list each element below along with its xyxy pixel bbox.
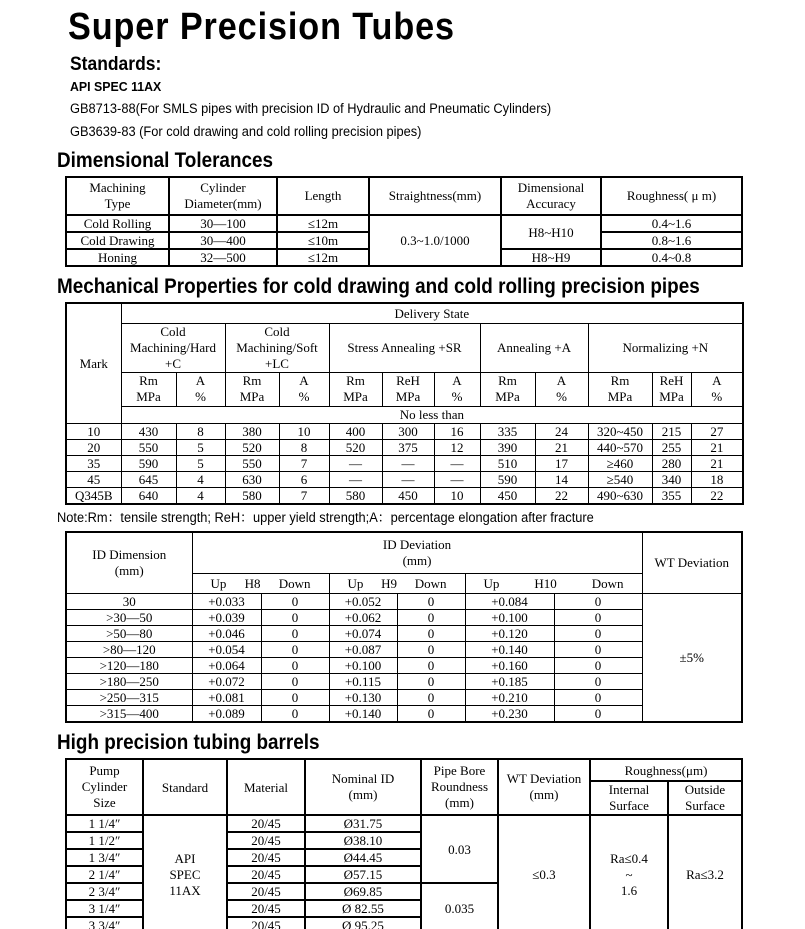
dimensional-tolerances-table <box>65 176 743 267</box>
cell: 10 <box>434 487 480 504</box>
cell: 590 <box>480 471 535 487</box>
cell: +0.084 <box>465 594 554 610</box>
cell-pump-size: 2 3/4″ <box>66 883 143 900</box>
table-row <box>66 455 743 471</box>
cell-id-dimension: 30 <box>66 594 192 610</box>
cell: 17 <box>535 455 588 471</box>
cell: 390 <box>480 439 535 455</box>
header-reh: ReH MPa <box>382 372 434 406</box>
cell: 0 <box>397 674 465 690</box>
cell: +0.230 <box>465 706 554 723</box>
table-row <box>66 626 742 642</box>
cell: 355 <box>652 487 691 504</box>
header-wt-deviation: WT Deviation (mm) <box>498 759 590 815</box>
header-reh: ReH MPa <box>652 372 691 406</box>
header-internal-surface: Internal Surface <box>590 781 668 815</box>
header-rm: Rm MPa <box>121 372 176 406</box>
cell: 30—100 <box>169 215 277 232</box>
tubing-barrels-table <box>65 758 743 929</box>
cell: 590 <box>121 455 176 471</box>
table-row <box>66 815 742 832</box>
cell: 0.4~1.6 <box>601 215 742 232</box>
cell-id-dimension: >315—400 <box>66 706 192 723</box>
header-a: A % <box>434 372 480 406</box>
cell-standard: API SPEC 11AX <box>143 815 227 929</box>
mechanical-properties-note: Note:Rm：tensile strength; ReH：upper yield strength;A：percentage elongation after fracture <box>57 509 594 525</box>
cell: 21 <box>691 439 743 455</box>
table-row <box>66 706 742 723</box>
cell: 430 <box>121 423 176 439</box>
cell-pump-size: 1 1/2″ <box>66 832 143 849</box>
cell: 0 <box>554 626 642 642</box>
cell: 0 <box>261 674 329 690</box>
header-wt-deviation: WT Deviation <box>642 532 742 594</box>
cell-nominal-id: Ø31.75 <box>305 815 421 832</box>
standard-api: API SPEC 11AX <box>70 79 162 94</box>
cell: 0 <box>261 626 329 642</box>
cell: 0 <box>554 674 642 690</box>
cell-pump-size: 3 1/4″ <box>66 900 143 917</box>
cell-pump-size: 2 1/4″ <box>66 866 143 883</box>
header-normalizing: Normalizing +N <box>588 323 743 372</box>
header-straightness: Straightness(mm) <box>369 177 501 215</box>
header-a: A % <box>176 372 225 406</box>
header-h9-group: Up H9 Down <box>329 574 465 594</box>
table-header-row <box>66 406 743 423</box>
cell: +0.120 <box>465 626 554 642</box>
cell-mark: Q345B <box>66 487 121 504</box>
cell: 0 <box>397 610 465 626</box>
cell: +0.072 <box>192 674 261 690</box>
header-h8-group: Up H8 Down <box>192 574 329 594</box>
header-pipe-bore-roundness: Pipe Bore Roundness (mm) <box>421 759 498 815</box>
cell-pump-size: 1 3/4″ <box>66 849 143 866</box>
cell-mark: 35 <box>66 455 121 471</box>
cell-id-dimension: >80—120 <box>66 642 192 658</box>
header-rm: Rm MPa <box>588 372 652 406</box>
table-header-row <box>66 303 743 323</box>
section-heading-tubing-barrels: High precision tubing barrels <box>57 731 320 754</box>
cell: 12 <box>434 439 480 455</box>
mechanical-properties-table <box>65 302 744 505</box>
cell-nominal-id: Ø 82.55 <box>305 900 421 917</box>
header-a: A % <box>691 372 743 406</box>
table-header-row <box>66 759 742 781</box>
cell: +0.089 <box>192 706 261 723</box>
cell-wt-deviation: ≤0.3 <box>498 815 590 929</box>
cell: 490~630 <box>588 487 652 504</box>
cell-material: 20/45 <box>227 883 305 900</box>
cell: 0 <box>554 594 642 610</box>
table-row <box>66 487 743 504</box>
header-cold-machining-soft: Cold Machining/Soft +LC <box>225 323 329 372</box>
cell: Cold Rolling <box>66 215 169 232</box>
cell-nominal-id: Ø69.85 <box>305 883 421 900</box>
cell: 255 <box>652 439 691 455</box>
cell: 215 <box>652 423 691 439</box>
cell: +0.140 <box>465 642 554 658</box>
cell-pump-size: 1 1/4″ <box>66 815 143 832</box>
cell: 5 <box>176 439 225 455</box>
cell: 8 <box>176 423 225 439</box>
cell: 520 <box>225 439 279 455</box>
section-heading-mechanical-properties: Mechanical Properties for cold drawing and cold rolling precision pipes <box>57 275 700 298</box>
cell: 300 <box>382 423 434 439</box>
cell: 32—500 <box>169 249 277 266</box>
cell-nominal-id: Ø44.45 <box>305 849 421 866</box>
cell: +0.039 <box>192 610 261 626</box>
cell: 0 <box>397 706 465 723</box>
cell-roundness: 0.035 <box>421 883 498 929</box>
cell: +0.140 <box>329 706 397 723</box>
cell: ≤12m <box>277 249 369 266</box>
cell: 8 <box>279 439 329 455</box>
header-delivery-state: Delivery State <box>121 303 743 323</box>
cell: 21 <box>691 455 743 471</box>
cell: 0 <box>397 626 465 642</box>
cell: 335 <box>480 423 535 439</box>
cell: 10 <box>279 423 329 439</box>
header-rm: Rm MPa <box>480 372 535 406</box>
cell: 0 <box>554 690 642 706</box>
cell-id-dimension: >30—50 <box>66 610 192 626</box>
cell-material: 20/45 <box>227 900 305 917</box>
cell: 4 <box>176 487 225 504</box>
cell: 580 <box>329 487 382 504</box>
cell-id-dimension: >180—250 <box>66 674 192 690</box>
header-pump-cylinder-size: Pump Cylinder Size <box>66 759 143 815</box>
cell-wt-deviation: ±5% <box>642 594 742 723</box>
page-title: Super Precision Tubes <box>68 6 455 48</box>
cell-material: 20/45 <box>227 849 305 866</box>
cell: Cold Drawing <box>66 232 169 249</box>
header-cylinder-diameter: Cylinder Diameter(mm) <box>169 177 277 215</box>
standards-heading: Standards: <box>70 54 162 75</box>
cell: +0.046 <box>192 626 261 642</box>
cell: 0 <box>261 610 329 626</box>
cell-material: 20/45 <box>227 866 305 883</box>
header-outside-surface: Outside Surface <box>668 781 742 815</box>
table-row <box>66 690 742 706</box>
cell: — <box>434 471 480 487</box>
cell: — <box>329 471 382 487</box>
cell: 0 <box>554 610 642 626</box>
cell: 0 <box>554 706 642 723</box>
cell: +0.054 <box>192 642 261 658</box>
cell: 0 <box>554 658 642 674</box>
cell-roundness: 0.03 <box>421 815 498 883</box>
cell: — <box>434 455 480 471</box>
cell: 450 <box>382 487 434 504</box>
cell: 580 <box>225 487 279 504</box>
cell: 520 <box>329 439 382 455</box>
header-annealing: Annealing +A <box>480 323 588 372</box>
cell: 0 <box>397 594 465 610</box>
cell: — <box>382 471 434 487</box>
cell-pump-size: 3 3/4″ <box>66 917 143 929</box>
cell: 400 <box>329 423 382 439</box>
cell: 18 <box>691 471 743 487</box>
cell: 0.4~0.8 <box>601 249 742 266</box>
table-row <box>66 471 743 487</box>
id-deviation-table <box>65 531 743 724</box>
cell-nominal-id: Ø 95.25 <box>305 917 421 929</box>
table-row <box>66 674 742 690</box>
cell-id-dimension: >250—315 <box>66 690 192 706</box>
cell: +0.210 <box>465 690 554 706</box>
header-dimensional-accuracy: Dimensional Accuracy <box>501 177 601 215</box>
table-header-row <box>66 532 742 574</box>
cell: +0.100 <box>465 610 554 626</box>
section-heading-dimensional-tolerances: Dimensional Tolerances <box>57 149 274 172</box>
cell: 0 <box>261 706 329 723</box>
cell-mark: 45 <box>66 471 121 487</box>
cell-outside-surface: Ra≤3.2 <box>668 815 742 929</box>
cell: ≥540 <box>588 471 652 487</box>
cell: 510 <box>480 455 535 471</box>
cell: +0.100 <box>329 658 397 674</box>
cell: +0.087 <box>329 642 397 658</box>
table-row <box>66 423 743 439</box>
header-cold-machining-hard: Cold Machining/Hard +C <box>121 323 225 372</box>
table-header-row <box>66 177 742 215</box>
standard-gb3639: GB3639-83 (For cold drawing and cold rolling precision pipes) <box>70 124 422 139</box>
cell: +0.033 <box>192 594 261 610</box>
cell: +0.052 <box>329 594 397 610</box>
cell-straightness: 0.3~1.0/1000 <box>369 215 501 266</box>
table-row <box>66 642 742 658</box>
cell-material: 20/45 <box>227 815 305 832</box>
header-stress-annealing: Stress Annealing +SR <box>329 323 480 372</box>
cell: 640 <box>121 487 176 504</box>
table-row <box>66 658 742 674</box>
cell: 450 <box>480 487 535 504</box>
cell: 0 <box>261 594 329 610</box>
cell: 630 <box>225 471 279 487</box>
cell: ≤12m <box>277 215 369 232</box>
cell: 550 <box>225 455 279 471</box>
header-machining-type: Machining Type <box>66 177 169 215</box>
table-row <box>66 215 742 232</box>
header-length: Length <box>277 177 369 215</box>
cell: 0 <box>397 658 465 674</box>
cell: 7 <box>279 455 329 471</box>
cell: +0.160 <box>465 658 554 674</box>
table-row <box>66 610 742 626</box>
cell: 21 <box>535 439 588 455</box>
cell: 0 <box>261 690 329 706</box>
header-no-less-than: No less than <box>121 406 743 423</box>
header-roughness: Roughness( μ m) <box>601 177 742 215</box>
cell: 645 <box>121 471 176 487</box>
cell-id-dimension: >50—80 <box>66 626 192 642</box>
cell: +0.062 <box>329 610 397 626</box>
cell: +0.130 <box>329 690 397 706</box>
cell-mark: 20 <box>66 439 121 455</box>
cell: 340 <box>652 471 691 487</box>
cell: Honing <box>66 249 169 266</box>
cell-nominal-id: Ø57.15 <box>305 866 421 883</box>
cell: ≥460 <box>588 455 652 471</box>
cell: +0.081 <box>192 690 261 706</box>
cell: 0 <box>554 642 642 658</box>
cell-id-dimension: >120—180 <box>66 658 192 674</box>
header-rm: Rm MPa <box>329 372 382 406</box>
cell: 380 <box>225 423 279 439</box>
cell: +0.064 <box>192 658 261 674</box>
cell-internal-surface: Ra≤0.4 ~ 1.6 <box>590 815 668 929</box>
cell: 22 <box>535 487 588 504</box>
cell: 0 <box>261 658 329 674</box>
cell: 550 <box>121 439 176 455</box>
standard-gb8713: GB8713-88(For SMLS pipes with precision ID of Hydraulic and Pneumatic Cylinders) <box>70 101 552 116</box>
cell: — <box>329 455 382 471</box>
cell: ≤10m <box>277 232 369 249</box>
cell-accuracy-top: H8~H10 <box>501 215 601 249</box>
header-a: A % <box>535 372 588 406</box>
cell: +0.185 <box>465 674 554 690</box>
cell: — <box>382 455 434 471</box>
cell: 22 <box>691 487 743 504</box>
cell-material: 20/45 <box>227 832 305 849</box>
header-roughness: Roughness(μm) <box>590 759 742 781</box>
cell: 280 <box>652 455 691 471</box>
cell: 4 <box>176 471 225 487</box>
cell: 14 <box>535 471 588 487</box>
cell: 320~450 <box>588 423 652 439</box>
cell: 5 <box>176 455 225 471</box>
cell: 375 <box>382 439 434 455</box>
header-a: A % <box>279 372 329 406</box>
cell: +0.074 <box>329 626 397 642</box>
header-nominal-id: Nominal ID (mm) <box>305 759 421 815</box>
cell-nominal-id: Ø38.10 <box>305 832 421 849</box>
table-row <box>66 594 742 610</box>
table-header-row <box>66 372 743 406</box>
cell: 440~570 <box>588 439 652 455</box>
header-mark: Mark <box>66 303 121 423</box>
header-rm: Rm MPa <box>225 372 279 406</box>
cell: 6 <box>279 471 329 487</box>
cell: 16 <box>434 423 480 439</box>
cell-accuracy-bottom: H8~H9 <box>501 249 601 266</box>
cell: 30—400 <box>169 232 277 249</box>
cell: 27 <box>691 423 743 439</box>
cell: 7 <box>279 487 329 504</box>
table-row <box>66 439 743 455</box>
header-standard: Standard <box>143 759 227 815</box>
cell: 0 <box>397 642 465 658</box>
cell-mark: 10 <box>66 423 121 439</box>
cell: 0.8~1.6 <box>601 232 742 249</box>
cell: 24 <box>535 423 588 439</box>
header-material: Material <box>227 759 305 815</box>
table-header-row <box>66 323 743 372</box>
header-h10-group: Up H10 Down <box>465 574 642 594</box>
header-id-dimension: ID Dimension (mm) <box>66 532 192 594</box>
cell: +0.115 <box>329 674 397 690</box>
cell-material: 20/45 <box>227 917 305 929</box>
cell: 0 <box>261 642 329 658</box>
cell: 0 <box>397 690 465 706</box>
header-id-deviation: ID Deviation (mm) <box>192 532 642 574</box>
